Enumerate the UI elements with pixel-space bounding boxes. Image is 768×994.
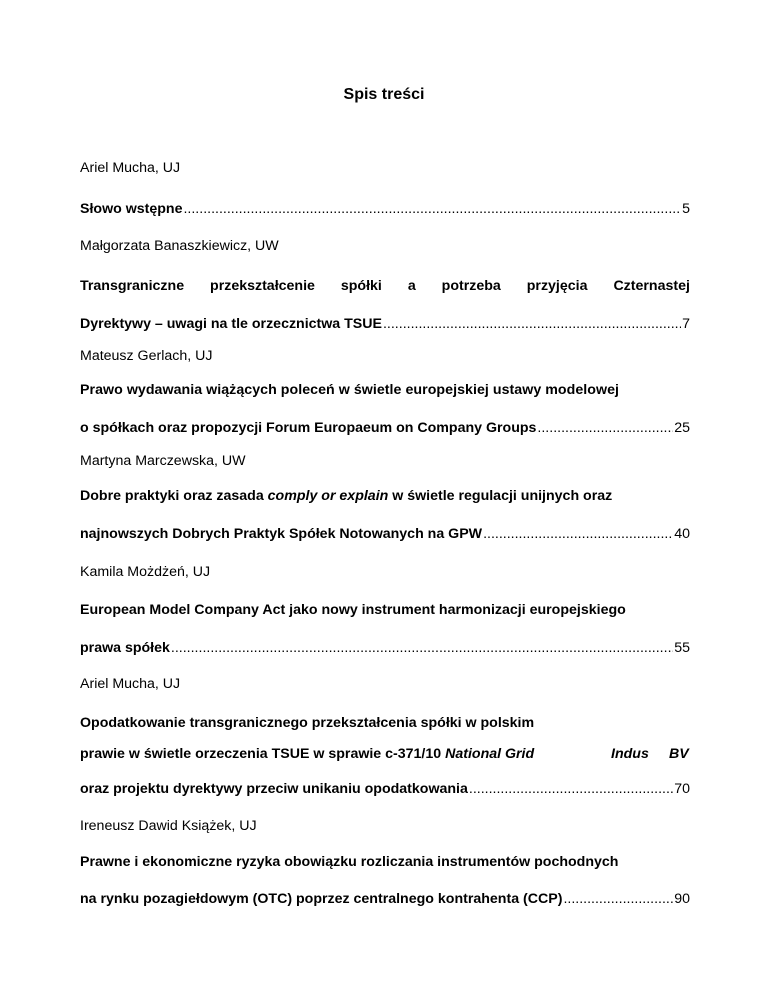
dot-leader [469,779,673,799]
entry-page-number: 90 [674,891,690,907]
entry-author: Ariel Mucha, UJ [80,160,181,176]
entry-title-line[interactable] [80,486,690,506]
title-text: w świetle regulacji unijnych oraz [388,488,613,504]
toc-entry-link[interactable] [80,199,690,219]
toc-entry-link[interactable] [80,524,690,544]
entry-title-line[interactable]: Prawo wydawania wiążących poleceń w świetle europejskiej ustawy modelowej [80,382,620,398]
entry-page-number: 25 [674,420,690,436]
entry-title: na rynku pozagiełdowym (OTC) poprzez centralnego kontrahenta (CCP) [80,891,563,907]
dot-leader [563,889,673,909]
title-emphasis: Indus [611,746,649,762]
entry-page-number: 70 [674,781,690,797]
entry-author: Ireneusz Dawid Książek, UJ [80,818,257,834]
title-word: Czternastej [613,278,690,294]
entry-page-number: 55 [674,640,690,656]
page-title: Spis treści [343,86,425,103]
title-emphasis: National Grid [445,746,535,762]
title-word: przyjęcia [526,278,588,294]
title-word: a [407,278,416,294]
dot-leader [183,199,681,219]
toc-entry-link[interactable] [80,779,690,799]
toc-entry-link[interactable] [80,638,690,658]
dot-leader [537,418,673,438]
entry-title: prawa spółek [80,640,170,656]
entry-title-line[interactable] [80,276,690,296]
entry-author: Mateusz Gerlach, UJ [80,348,213,364]
title-word: przekształcenie [210,278,315,294]
entry-author: Kamila Możdżeń, UJ [80,564,211,580]
entry-title-line[interactable]: Opodatkowanie transgranicznego przekształcenia spółki w polskim [80,715,535,731]
entry-title: o spółkach oraz propozycji Forum Europaeum on Company Groups [80,420,537,436]
entry-author: Ariel Mucha, UJ [80,676,181,692]
entry-title-line[interactable]: European Model Company Act jako nowy instrument harmonizacji europejskiego [80,602,626,618]
toc-entry-link[interactable] [80,889,690,909]
entry-author: Małgorzata Banaszkiewicz, UW [80,238,279,254]
title-word: spółki [340,278,382,294]
dot-leader [483,524,673,544]
title-word: Transgraniczne [80,278,185,294]
entry-page-number: 7 [682,316,690,332]
entry-title-line[interactable]: Prawne i ekonomiczne ryzyka obowiązku rozliczania instrumentów pochodnych [80,854,619,870]
dot-leader [171,638,673,658]
entry-page-number: 5 [682,201,690,217]
entry-author: Martyna Marczewska, UW [80,453,246,469]
title-emphasis: comply or explain [267,488,389,504]
title-emphasis: BV [669,746,689,762]
dot-leader [383,314,681,334]
toc-entry-link[interactable] [80,418,690,438]
title-text: prawie w świetle orzeczenia TSUE w sprawie c-371/10 [80,746,446,762]
entry-page-number: 40 [674,526,690,542]
title-word: potrzeba [441,278,501,294]
toc-entry-link[interactable] [80,314,690,334]
entry-title: oraz projektu dyrektywy przeciw unikaniu opodatkowania [80,781,468,797]
entry-title: Dyrektywy – uwagi na tle orzecznictwa TSUE [80,316,382,332]
entry-title: Słowo wstępne [80,201,183,217]
title-text: Dobre praktyki oraz zasada [80,488,268,504]
entry-title: najnowszych Dobrych Praktyk Spółek Notowanych na GPW [80,526,483,542]
entry-title-line[interactable] [80,744,690,764]
